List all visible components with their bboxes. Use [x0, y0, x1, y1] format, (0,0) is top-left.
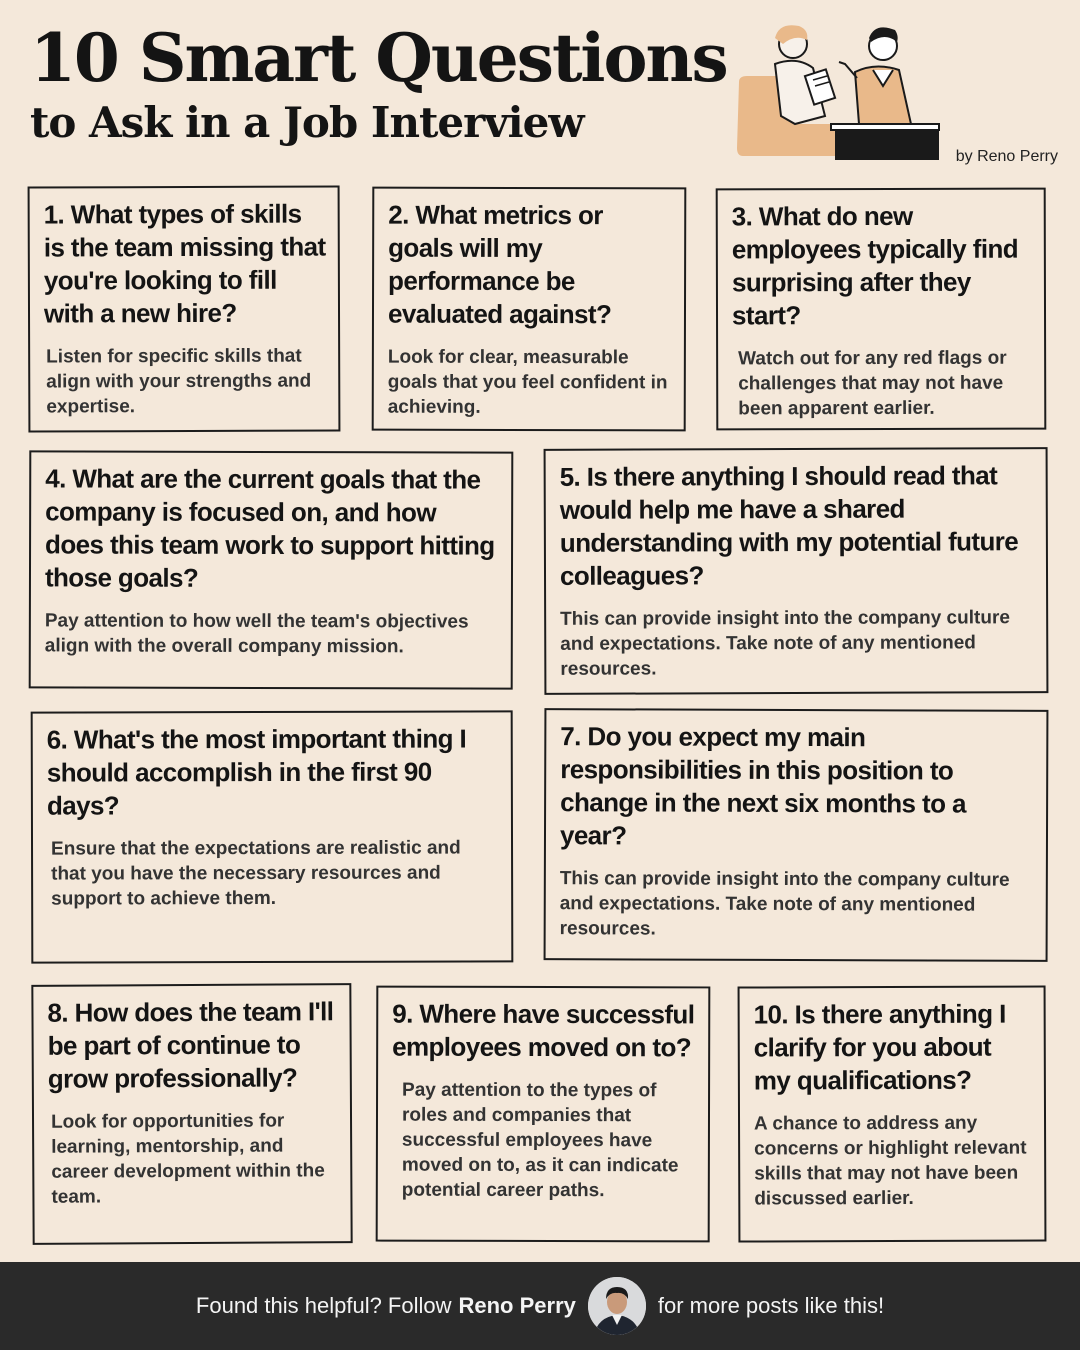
question-text: 8. How does the team I'll be part of continue to grow professionally? — [47, 996, 334, 1094]
question-text: 2. What metrics or goals will my performance be evaluated against? — [387, 199, 612, 330]
page-subtitle: to Ask in a Job Interview — [30, 98, 584, 147]
interview-illustration-icon — [735, 20, 945, 162]
question-text: 3. What do new employees typically find surprising after they start? — [731, 200, 1019, 331]
author-avatar-icon[interactable] — [588, 1277, 646, 1335]
question-text: 9. Where have successful employees moved on to? — [392, 998, 695, 1063]
question-text: 1. What types of skills is the team missing that you're looking to fill with a new hire? — [43, 198, 326, 329]
page-title: 10 Smart Questions — [30, 19, 727, 97]
advice-text: Look for clear, measurable goals that you feel confident in achieving. — [387, 346, 668, 418]
advice-text: Watch out for any red flags or challenges that may not have been apparent earlier. — [738, 347, 1007, 420]
question-text: 10. Is there anything I clarify for you about my qualifications? — [753, 998, 1006, 1096]
question-card — [29, 450, 514, 689]
advice-text: Look for opportunities for learning, mentorship, and career development within the team. — [50, 1110, 325, 1208]
advice-text: This can provide insight into the company culture and expectations. Take note of any mentioned resources. — [560, 607, 1010, 680]
footer-bar — [0, 1262, 1080, 1350]
footer-author-link[interactable]: Reno Perry — [458, 1293, 576, 1318]
advice-text: A chance to address any concerns or highlight relevant skills that may not have been discussed earlier. — [753, 1112, 1027, 1210]
advice-text: Pay attention to the types of roles and companies that successful employees have moved on to, as it can indicate potential career paths. — [401, 1079, 679, 1202]
question-card — [716, 188, 1047, 431]
question-card — [376, 986, 711, 1243]
question-text: 7. Do you expect my main responsibilities in this position to change in the next six months to a year? — [559, 721, 966, 851]
question-card — [544, 708, 1049, 962]
advice-text: This can provide insight into the company culture and expectations. Take note of any mentioned resources. — [559, 868, 1010, 940]
byline: by Reno Perry — [955, 148, 1058, 165]
question-card — [372, 187, 687, 432]
question-text: 4. What are the current goals that the company is focused on, and how does this team work to support hitting those goals? — [44, 463, 495, 593]
question-card — [28, 185, 341, 432]
advice-text: Listen for specific skills that align with your strengths and expertise. — [46, 345, 312, 418]
question-card — [31, 983, 352, 1245]
advice-text: Pay attention to how well the team's objectives align with the overall company mission. — [44, 610, 469, 658]
question-text: 6. What's the most important thing I should accomplish in the first 90 days? — [46, 723, 467, 821]
question-text: 5. Is there anything I should read that would help me have a shared understanding with my potential future colleagues? — [559, 460, 1019, 591]
footer-prefix: Found this helpful? Follow — [195, 1293, 452, 1318]
advice-text: Ensure that the expectations are realistic and that you have the necessary resources and support to achieve them. — [51, 837, 461, 910]
question-card — [738, 985, 1047, 1242]
question-card — [31, 710, 514, 963]
question-card — [544, 447, 1049, 695]
footer-suffix: for more posts like this! — [657, 1293, 885, 1318]
